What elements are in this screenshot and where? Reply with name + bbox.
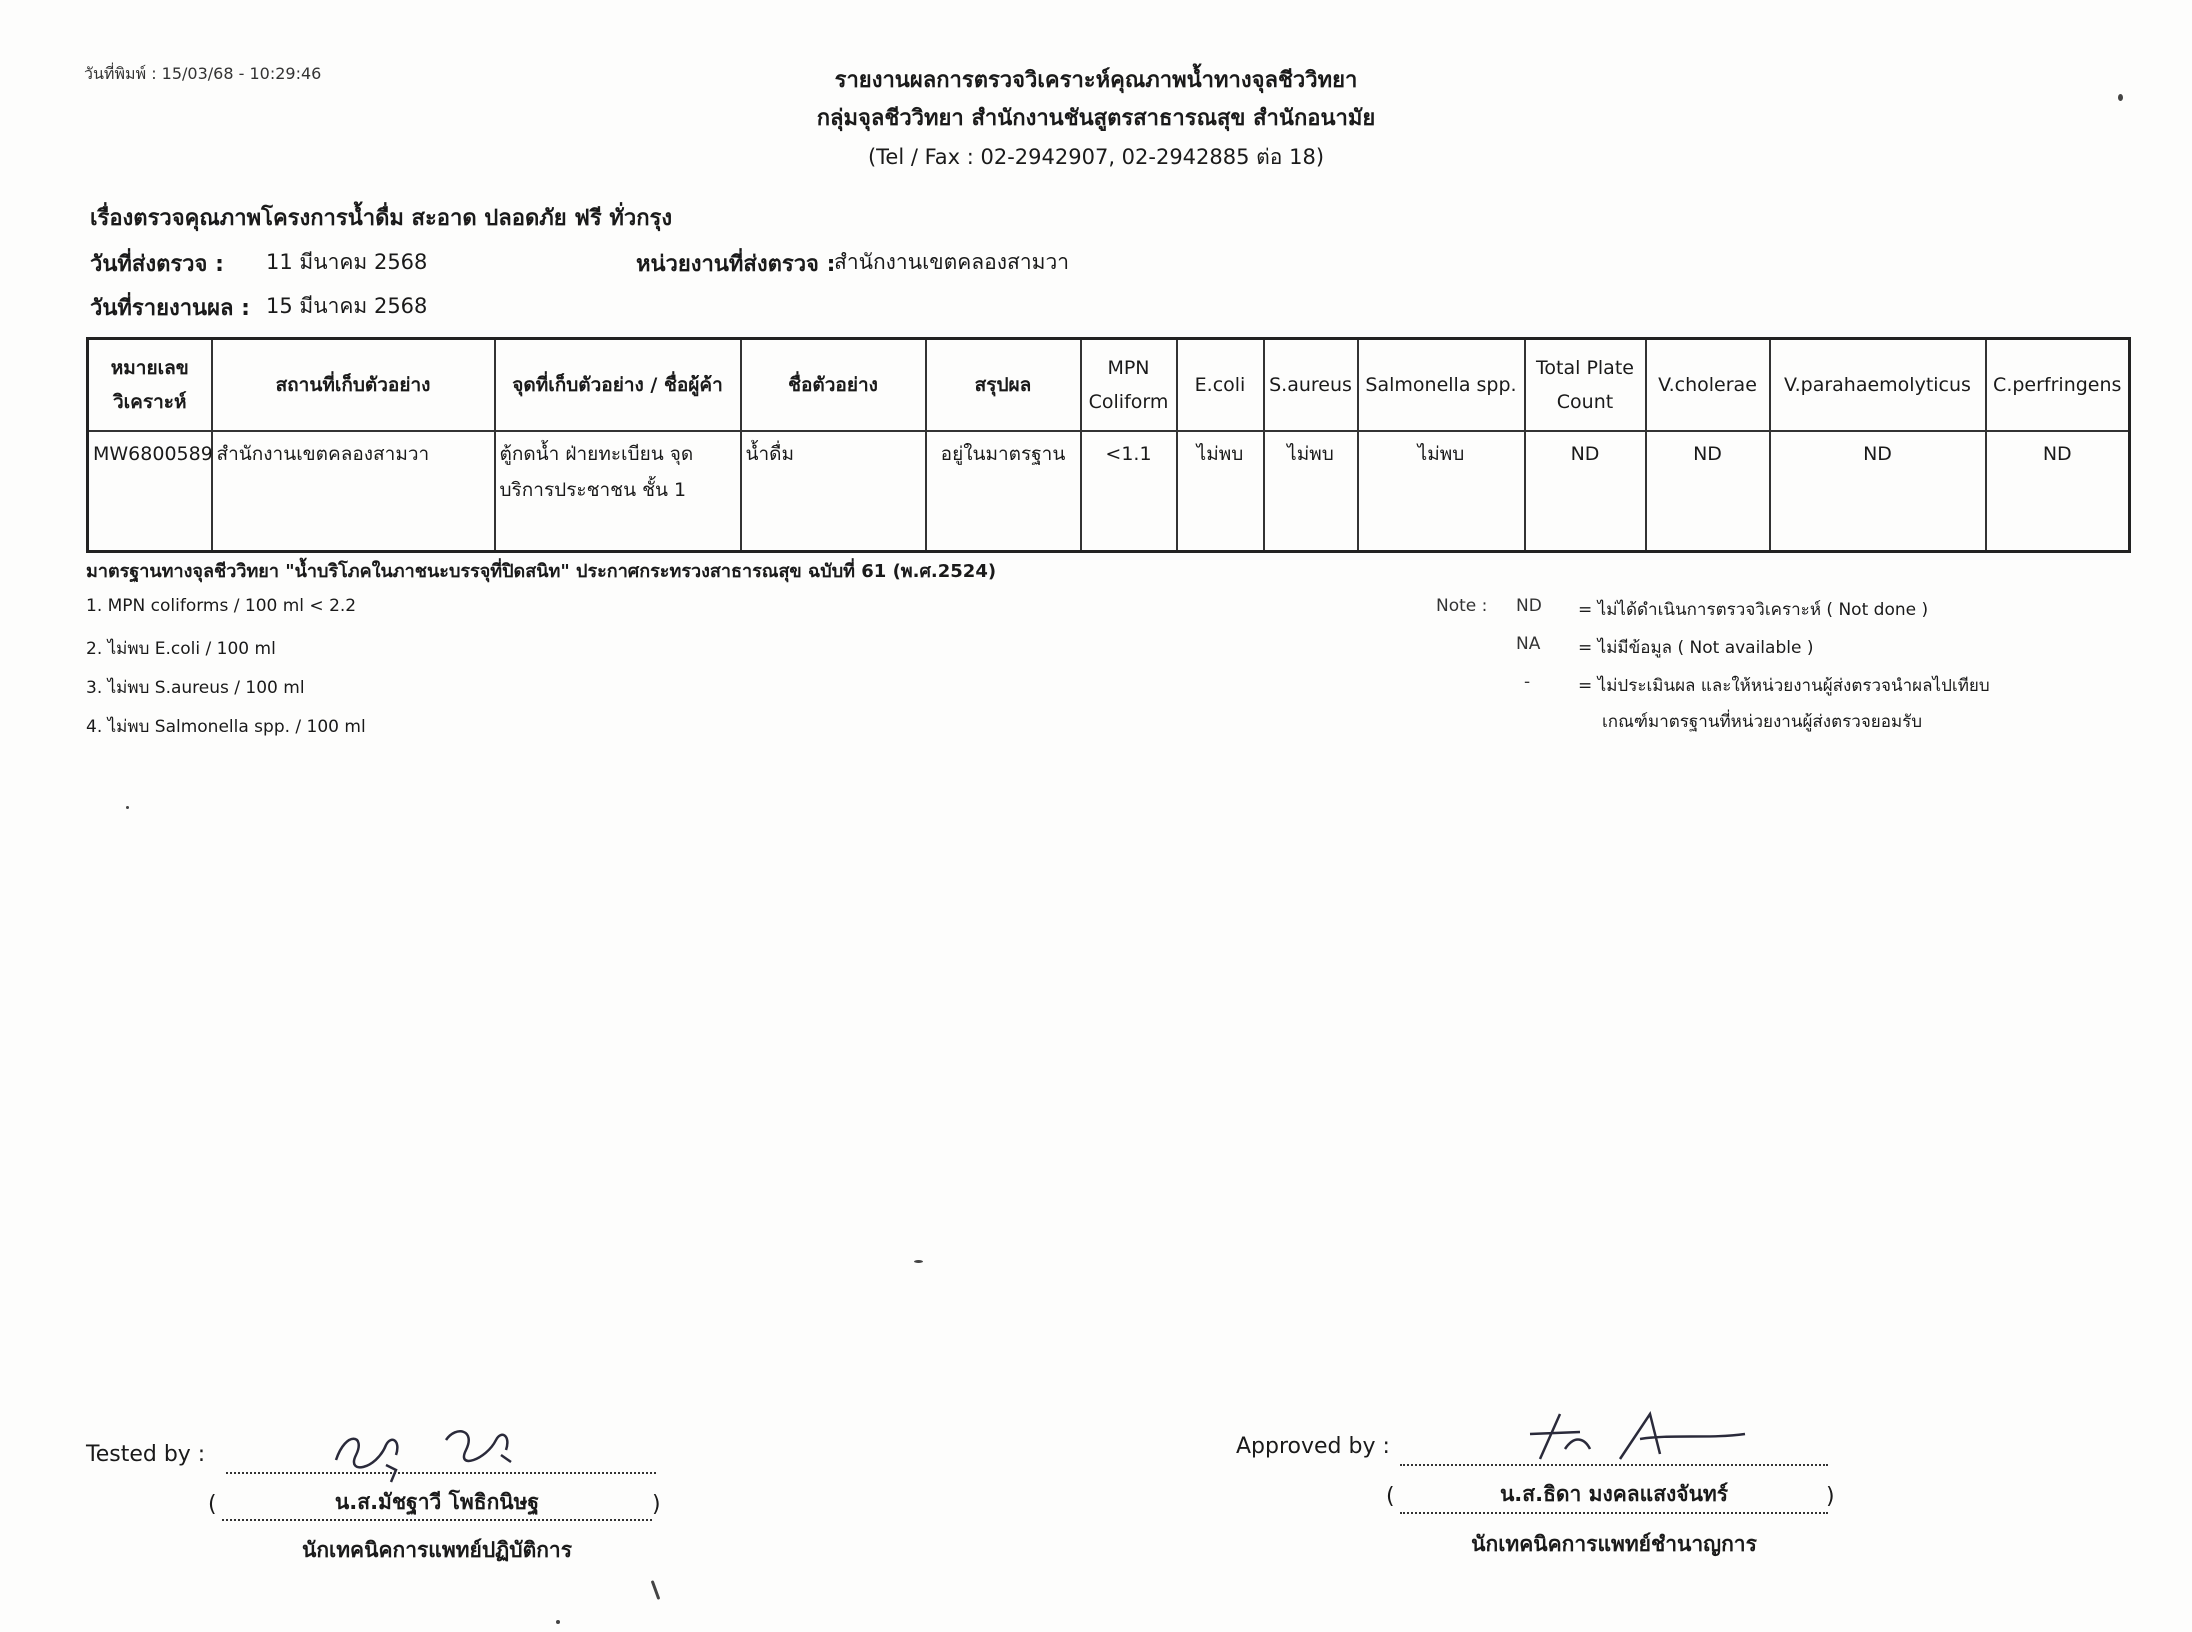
cell-result: อยู่ในมาตรฐาน [926, 431, 1081, 552]
approved-signature [1520, 1404, 1760, 1474]
scan-speck [651, 1580, 661, 1600]
note-code: NA [1516, 634, 1541, 654]
cell-point: ตู้กดน้ำ ฝ่ายทะเบียน จุดบริการประชาชน ชั้น 1 [495, 431, 741, 552]
report-title: รายงานผลการตรวจวิเคราะห์คุณภาพน้ำทางจุลชีววิทยา [834, 68, 1358, 93]
standard-item: 3. ไม่พบ S.aureus / 100 ml [86, 678, 305, 698]
results-table [86, 337, 2131, 553]
agency-value: สำนักงานเขตคลองสามวา [834, 250, 1070, 274]
standard-item: 2. ไม่พบ E.coli / 100 ml [86, 639, 276, 659]
header-sample: ชื่อตัวอย่าง [741, 339, 926, 432]
standard-title: มาตรฐานทางจุลชีววิทยา "น้ำบริโภคในภาชนะบรรจุที่ปิดสนิท" ประกาศกระทรวงสาธารณสุข ฉบับที่ 61 (พ.ศ.2524) [86, 561, 997, 582]
header-saureus: S.aureus [1264, 339, 1358, 432]
report-contact: (Tel / Fax : 02-2942907, 02-2942885 ต่อ 18) [867, 145, 1325, 169]
scan-speck [914, 1260, 923, 1263]
report-date-value: 15 มีนาคม 2568 [266, 294, 428, 318]
header-mpn: MPN Coliform [1081, 339, 1177, 432]
header-tpc: Total Plate Count [1525, 339, 1646, 432]
report-department: กลุ่มจุลชีววิทยา สำนักงานชันสูตรสาธารณสุข สำนักอนามัย [816, 106, 1376, 131]
header-salmonella: Salmonella spp. [1358, 339, 1525, 432]
header-id: หมายเลข วิเคราะห์ [88, 339, 212, 432]
cell-sample: น้ำดื่ม [741, 431, 926, 552]
tested-name: น.ส.มัชฐาวี โพธิกนิษฐ [334, 1490, 540, 1514]
cell-cperf: ND [1986, 431, 2130, 552]
header-vpara: V.parahaemolyticus [1770, 339, 1986, 432]
submit-date-label: วันที่ส่งตรวจ : [90, 252, 224, 277]
header-result: สรุปผล [926, 339, 1081, 432]
scan-speck [126, 806, 129, 809]
agency-label: หน่วยงานที่ส่งตรวจ : [636, 252, 836, 277]
cell-location: สำนักงานเขตคลองสามวา [212, 431, 495, 552]
cell-salmonella: ไม่พบ [1358, 431, 1525, 552]
note-label: Note : [1436, 596, 1488, 616]
cell-mpn: <1.1 [1081, 431, 1177, 552]
note-desc: = ไม่ประเมินผล และให้หน่วยงานผู้ส่งตรวจนำผลไปเทียบ [1578, 676, 1990, 696]
cell-id: MW6800589 [88, 431, 212, 552]
note-code: - [1524, 672, 1531, 692]
standard-item: 1. MPN coliforms / 100 ml < 2.2 [86, 596, 357, 616]
tested-signature [326, 1410, 546, 1490]
header-vcholerae: V.cholerae [1646, 339, 1770, 432]
print-date: วันที่พิมพ์ : 15/03/68 - 10:29:46 [84, 64, 322, 83]
cell-vcholerae: ND [1646, 431, 1770, 552]
scan-speck [2118, 94, 2123, 101]
tested-by-label: Tested by : [86, 1442, 206, 1467]
cell-vpara: ND [1770, 431, 1986, 552]
header-point: จุดที่เก็บตัวอย่าง / ชื่อผู้ค้า [495, 339, 741, 432]
report-date-label: วันที่รายงานผล : [90, 296, 250, 321]
header-location: สถานที่เก็บตัวอย่าง [212, 339, 495, 432]
note-desc: = ไม่มีข้อมูล ( Not available ) [1578, 638, 1814, 658]
header-ecoli: E.coli [1177, 339, 1264, 432]
note-continuation: เกณฑ์มาตรฐานที่หน่วยงานผู้ส่งตรวจยอมรับ [1602, 712, 1923, 732]
header-cperf: C.perfringens [1986, 339, 2130, 432]
standard-item: 4. ไม่พบ Salmonella spp. / 100 ml [86, 717, 366, 737]
note-code: ND [1516, 596, 1542, 616]
report-subject: เรื่องตรวจคุณภาพโครงการน้ำดื่ม สะอาด ปลอดภัย ฟรี ทั่วกรุง [90, 206, 673, 231]
table-header-row [88, 339, 2130, 432]
table-row [88, 431, 2130, 552]
submit-date-value: 11 มีนาคม 2568 [266, 250, 428, 274]
report-header [0, 62, 2192, 176]
approved-title: นักเทคนิคการแพทย์ชำนาญการ [1471, 1532, 1757, 1556]
cell-ecoli: ไม่พบ [1177, 431, 1264, 552]
approved-name: น.ส.ธิดา มงคลแสงจันทร์ [1499, 1482, 1729, 1506]
cell-saureus: ไม่พบ [1264, 431, 1358, 552]
approved-by-label: Approved by : [1236, 1434, 1390, 1459]
cell-tpc: ND [1525, 431, 1646, 552]
tested-title: นักเทคนิคการแพทย์ปฏิบัติการ [301, 1538, 573, 1562]
scan-speck [556, 1620, 560, 1624]
note-desc: = ไม่ได้ดำเนินการตรวจวิเคราะห์ ( Not done ) [1578, 600, 1929, 620]
